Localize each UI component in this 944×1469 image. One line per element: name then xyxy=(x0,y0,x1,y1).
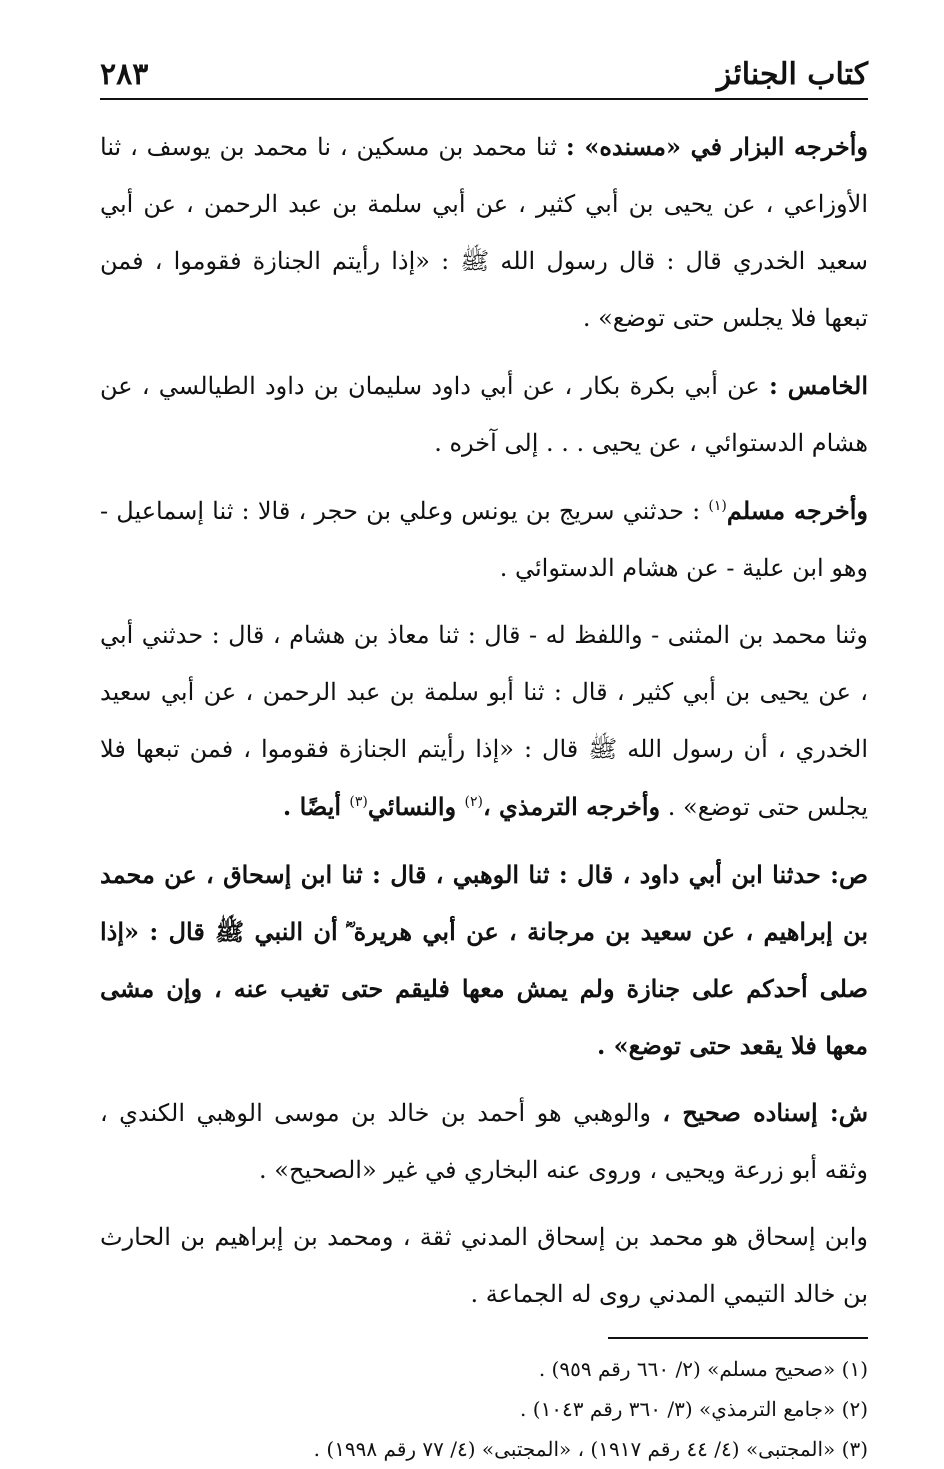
paragraph xyxy=(100,482,868,597)
footnote: (٣) «المجتبى» (٤/ ٤٤ رقم ١٩١٧) ، «المجتبى» (٤/ ٧٧ رقم ١٩٩٨) . xyxy=(313,1437,868,1461)
paragraph-tail: وأخرجه الترمذي ، xyxy=(482,792,661,821)
paragraph-text: وثنا محمد بن المثنى - واللفظ له - قال : ثنا معاذ بن هشام ، قال : حدثني أبي ، عن يحيى بن أبي كثير ، قال : ثنا أبو سلمة بن عبد الرحمن ، عن أبي سعيد الخدري ، أن رسول الله ﷺ قال : «إذا رأيتم الجنازة فقوموا ، فمن تبعها فلا يجلس حتى توضع» . xyxy=(100,621,868,821)
hadith-paragraph xyxy=(100,846,868,1074)
paragraph-tail: أيضًا . xyxy=(282,792,350,821)
footnote: (١) «صحيح مسلم» (٢/ ٦٦٠ رقم ٩٥٩) . xyxy=(538,1357,868,1381)
footnote-ref: (٣) xyxy=(349,794,368,810)
main-text xyxy=(100,118,868,1323)
book-page xyxy=(100,28,868,1469)
footnotes xyxy=(100,1349,868,1469)
page-header xyxy=(100,28,868,100)
footnote: (٢) «جامع الترمذي» (٣/ ٣٦٠ رقم ١٠٤٣) . xyxy=(520,1397,868,1421)
running-title: كتاب الجنائز xyxy=(716,57,868,92)
page-number: ٢٨٣ xyxy=(100,57,149,92)
paragraph xyxy=(100,1084,868,1199)
paragraph-text: والوهبي هو أحمد بن خالد بن موسى الوهبي الكندي ، وثقه أبو زرعة ويحيى ، وروى عنه البخاري في غير «الصحيح» . xyxy=(100,1099,868,1184)
paragraph-text: وابن إسحاق هو محمد بن إسحاق المدني ثقة ، ومحمد بن إبراهيم بن الحارث بن خالد التيمي المدني روى له الجماعة . xyxy=(100,1223,868,1308)
paragraph-text: عن أبي بكرة بكار ، عن أبي داود سليمان بن داود الطيالسي ، عن هشام الدستوائي ، عن يحيى . . . إلى آخره . xyxy=(100,372,868,457)
footnote-divider xyxy=(608,1337,868,1339)
paragraph-tail: والنسائي xyxy=(367,792,465,821)
paragraph-lead: وأخرجه مسلم xyxy=(726,496,869,525)
paragraph xyxy=(100,607,868,836)
paragraph-text: ثنا محمد بن مسكين ، نا محمد بن يوسف ، ثنا الأوزاعي ، عن يحيى بن أبي كثير ، عن أبي سلمة بن عبد الرحمن ، عن أبي سعيد الخدري قال : قال رسول الله ﷺ : «إذا رأيتم الجنازة فقوموا ، فمن تبعها فلا يجلس حتى توضع» . xyxy=(100,133,869,332)
paragraph xyxy=(100,118,868,347)
footnote-ref: (٢) xyxy=(464,794,483,810)
paragraph-lead: وأخرجه البزار في «مسنده» : xyxy=(565,132,868,161)
paragraph xyxy=(100,1209,868,1323)
paragraph xyxy=(100,357,868,472)
footnote-ref: (١) xyxy=(708,498,727,514)
paragraph-lead: ش: إسناده صحيح ، xyxy=(662,1098,868,1127)
paragraph-lead: ص: حدثنا ابن أبي داود ، قال : ثنا الوهبي ، قال : ثنا ابن إسحاق ، عن محمد بن إبراهيم ، عن سعيد بن مرجانة ، عن أبي هريرة ؓ أن النبي ﷺ قال : «إذا صلى أحدكم على جنازة ولم يمش معها فليقم حتى تغيب عنه ، وإن مشى معها فلا يقعد حتى توضع» . xyxy=(100,860,869,1060)
paragraph-text: : حدثني سريج بن يونس وعلي بن حجر ، قالا : ثنا إسماعيل - وهو ابن علية - عن هشام الدستوائي . xyxy=(100,497,868,582)
paragraph-lead: الخامس : xyxy=(768,371,868,400)
